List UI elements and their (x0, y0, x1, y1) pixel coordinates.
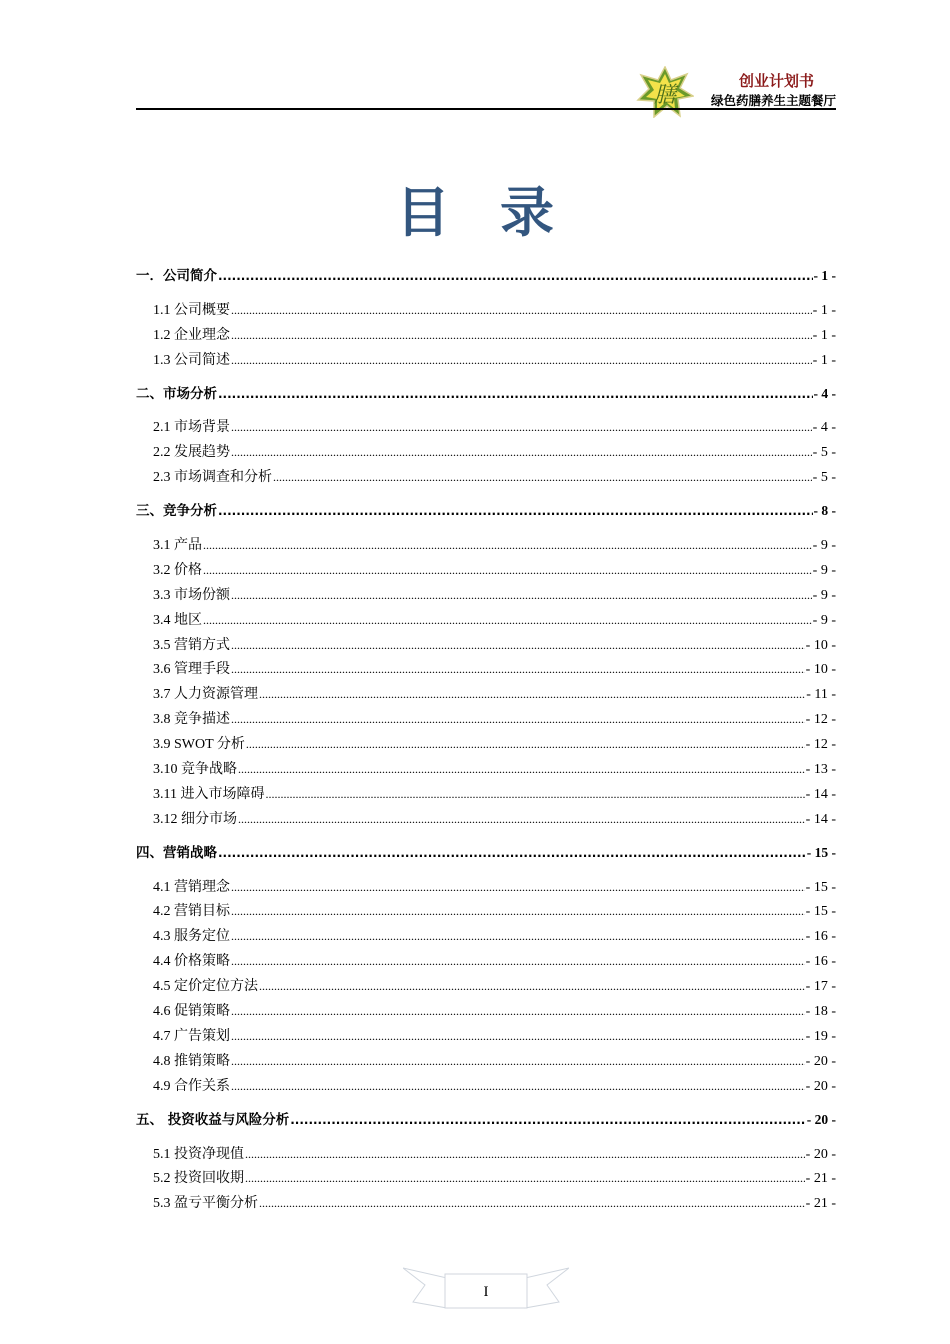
toc-chapter-entry[interactable] (136, 382, 836, 407)
toc-dot-leader (231, 657, 805, 682)
toc-dot-leader (290, 1108, 806, 1133)
toc-entry-label: 二、市场分析 (136, 385, 217, 402)
toc-dot-leader (245, 1142, 805, 1167)
toc-section-entry[interactable] (136, 298, 836, 323)
toc-section-entry[interactable] (136, 1142, 836, 1167)
toc-entry-label: 5.2 投资回收期 (153, 1171, 244, 1187)
toc-entry-label: 3.7 人力资源管理 (153, 687, 258, 703)
toc-dot-leader (259, 974, 805, 999)
toc-section-entry[interactable] (136, 807, 836, 832)
toc-entry-page: - 9 - (812, 587, 836, 603)
toc-dot-leader (231, 298, 812, 323)
toc-dot-leader (231, 924, 805, 949)
toc-entry-label: 4.2 营销目标 (153, 904, 230, 920)
toc-dot-leader (231, 583, 812, 608)
toc-entry-label: 2.2 发展趋势 (153, 445, 230, 461)
toc-dot-leader (203, 608, 812, 633)
brand-title: 创业计划书 (738, 72, 814, 90)
toc-section-entry[interactable] (136, 999, 836, 1024)
toc-section-entry[interactable] (136, 1049, 836, 1074)
toc-entry-label: 4.3 服务定位 (153, 929, 230, 945)
toc-dot-leader (218, 264, 813, 289)
toc-entry-page: - 9 - (812, 538, 836, 554)
toc-section-entry[interactable] (136, 533, 836, 558)
toc-dot-leader (238, 757, 805, 782)
logo-char: 膳 (653, 83, 677, 108)
toc-entry-label: 三、竞争分析 (136, 503, 217, 520)
toc-section-entry[interactable] (136, 732, 836, 757)
toc-section-entry[interactable] (136, 707, 836, 732)
toc-entry-page: - 16 - (805, 929, 836, 945)
toc-entry-page: - 12 - (805, 712, 836, 728)
toc-entry-page: - 14 - (805, 811, 836, 827)
toc-entry-page: - 15 - (806, 844, 836, 860)
toc-entry-label: 3.4 地区 (153, 612, 202, 628)
toc-section-entry[interactable] (136, 415, 836, 440)
toc-section-entry[interactable] (136, 608, 836, 633)
toc-dot-leader (231, 415, 812, 440)
toc-entry-page: - 20 - (805, 1053, 836, 1069)
toc-entry-label: 2.3 市场调查和分析 (153, 470, 272, 486)
toc-entry-page: - 4 - (813, 385, 836, 401)
toc-section-entry[interactable] (136, 949, 836, 974)
toc-entry-page: - 18 - (805, 1004, 836, 1020)
toc-dot-leader (245, 1166, 805, 1191)
toc-entry-page: - 10 - (805, 662, 836, 678)
toc-dot-leader (231, 323, 812, 348)
toc-section-entry[interactable] (136, 1024, 836, 1049)
brand-subtitle: 绿色药膳养生主题餐厅 (710, 93, 836, 108)
toc-chapter-entry[interactable] (136, 499, 836, 524)
toc-entry-page: - 9 - (812, 562, 836, 578)
toc-chapter-entry[interactable] (136, 1108, 836, 1133)
toc-entry-label: 3.9 SWOT 分析 (153, 737, 245, 753)
toc-entry-label: 5.1 投资净现值 (153, 1146, 244, 1162)
toc-dot-leader (231, 348, 812, 373)
toc-dot-leader (231, 899, 805, 924)
toc-entry-label: 3.2 价格 (153, 562, 202, 578)
toc-entry-page: - 19 - (805, 1028, 836, 1044)
toc-dot-leader (238, 807, 805, 832)
toc-section-entry[interactable] (136, 974, 836, 999)
toc-entry-page: - 15 - (805, 904, 836, 920)
toc-section-entry[interactable] (136, 348, 836, 373)
toc-entry-page: - 21 - (805, 1171, 836, 1187)
toc-section-entry[interactable] (136, 875, 836, 900)
toc-entry-label: 4.5 定价定位方法 (153, 979, 258, 995)
toc-dot-leader (203, 533, 812, 558)
toc-entry-page: - 20 - (805, 1078, 836, 1094)
toc-heading: 目录 (396, 181, 604, 244)
toc-dot-leader (218, 382, 813, 407)
toc-entry-page: - 9 - (812, 612, 836, 628)
toc-dot-leader (231, 999, 805, 1024)
toc-dot-leader (231, 1074, 805, 1099)
toc-section-entry[interactable] (136, 682, 836, 707)
toc-entry-label: 四、营销战略 (136, 844, 217, 861)
toc-dot-leader (231, 875, 805, 900)
toc-entry-label: 3.6 管理手段 (153, 662, 230, 678)
toc-entry-label: 五、 投资收益与风险分析 (136, 1111, 290, 1128)
toc-dot-leader (203, 558, 812, 583)
toc-dot-leader (231, 707, 805, 732)
toc-entry-page: - 4 - (812, 420, 836, 436)
toc-entry-page: - 1 - (812, 302, 836, 318)
toc-dot-leader (246, 732, 805, 757)
toc-section-entry[interactable] (136, 558, 836, 583)
toc-entry-page: - 10 - (805, 637, 836, 653)
toc-entry-page: - 14 - (805, 786, 836, 802)
toc-entry-label: 4.8 推销策略 (153, 1053, 230, 1069)
toc-section-entry[interactable] (136, 323, 836, 348)
toc-entry-page: - 11 - (806, 687, 836, 703)
toc-section-entry[interactable] (136, 757, 836, 782)
toc-entry-page: - 5 - (812, 445, 836, 461)
toc-entry-label: 4.7 广告策划 (153, 1028, 230, 1044)
toc-entry-page: - 20 - (805, 1146, 836, 1162)
toc-dot-leader (231, 1024, 805, 1049)
toc-entry-label: 3.12 细分市场 (153, 811, 237, 827)
toc-section-entry[interactable] (136, 1191, 836, 1216)
logo-star-icon (636, 66, 694, 118)
toc-entry-page: - 13 - (805, 762, 836, 778)
toc-entry-label: 3.1 产品 (153, 538, 202, 554)
toc-section-entry[interactable] (136, 899, 836, 924)
toc-section-entry[interactable] (136, 657, 836, 682)
page-header (136, 60, 836, 110)
toc-entry-page: - 20 - (806, 1111, 836, 1127)
page-footer (403, 1262, 569, 1314)
toc-dot-leader (265, 782, 804, 807)
toc-section-entry[interactable] (136, 782, 836, 807)
toc-entry-page: - 1 - (812, 327, 836, 343)
toc-entry-page: - 16 - (805, 954, 836, 970)
toc-entry-page: - 21 - (805, 1196, 836, 1212)
toc-chapter-entry[interactable] (136, 841, 836, 866)
toc-dot-leader (259, 1191, 805, 1216)
page-number: I (483, 1284, 489, 1300)
toc-entry-label: 一．公司简介 (136, 268, 217, 284)
toc-dot-leader (231, 1049, 805, 1074)
toc-dot-leader (231, 949, 805, 974)
table-of-contents (136, 264, 836, 1216)
toc-section-entry[interactable] (136, 465, 836, 490)
toc-entry-label: 3.11 进入市场障碍 (153, 786, 265, 802)
toc-entry-label: 3.3 市场份额 (153, 587, 230, 603)
toc-dot-leader (231, 440, 812, 465)
toc-section-entry[interactable] (136, 1166, 836, 1191)
toc-entry-page: - 17 - (805, 979, 836, 995)
toc-entry-label: 3.10 竞争战略 (153, 762, 237, 778)
toc-section-entry[interactable] (136, 583, 836, 608)
toc-entry-page: - 8 - (813, 503, 836, 519)
toc-chapter-entry[interactable] (136, 264, 836, 289)
toc-entry-label: 3.8 竞争描述 (153, 712, 230, 728)
toc-dot-leader (231, 633, 805, 658)
toc-dot-leader (259, 682, 805, 707)
toc-entry-label: 4.1 营销理念 (153, 879, 230, 895)
toc-dot-leader (273, 465, 812, 490)
toc-entry-label: 1.3 公司简述 (153, 352, 230, 368)
toc-section-entry[interactable] (136, 924, 836, 949)
toc-section-entry[interactable] (136, 633, 836, 658)
toc-entry-label: 4.9 合作关系 (153, 1078, 230, 1094)
toc-entry-page: - 1 - (812, 352, 836, 368)
toc-entry-page: - 5 - (812, 470, 836, 486)
toc-entry-label: 4.6 促销策略 (153, 1004, 230, 1020)
toc-entry-label: 1.1 公司概要 (153, 302, 230, 318)
header-rule (136, 108, 836, 110)
toc-entry-label: 1.2 企业理念 (153, 327, 230, 343)
toc-entry-label: 2.1 市场背景 (153, 420, 230, 436)
toc-entry-page: - 15 - (805, 879, 836, 895)
toc-entry-page: - 12 - (805, 737, 836, 753)
toc-section-entry[interactable] (136, 440, 836, 465)
toc-entry-page: - 1 - (813, 268, 836, 283)
toc-section-entry[interactable] (136, 1074, 836, 1099)
toc-dot-leader (218, 499, 813, 524)
toc-entry-label: 3.5 营销方式 (153, 637, 230, 653)
toc-entry-label: 4.4 价格策略 (153, 954, 230, 970)
toc-dot-leader (218, 841, 806, 866)
toc-entry-label: 5.3 盈亏平衡分析 (153, 1196, 258, 1212)
